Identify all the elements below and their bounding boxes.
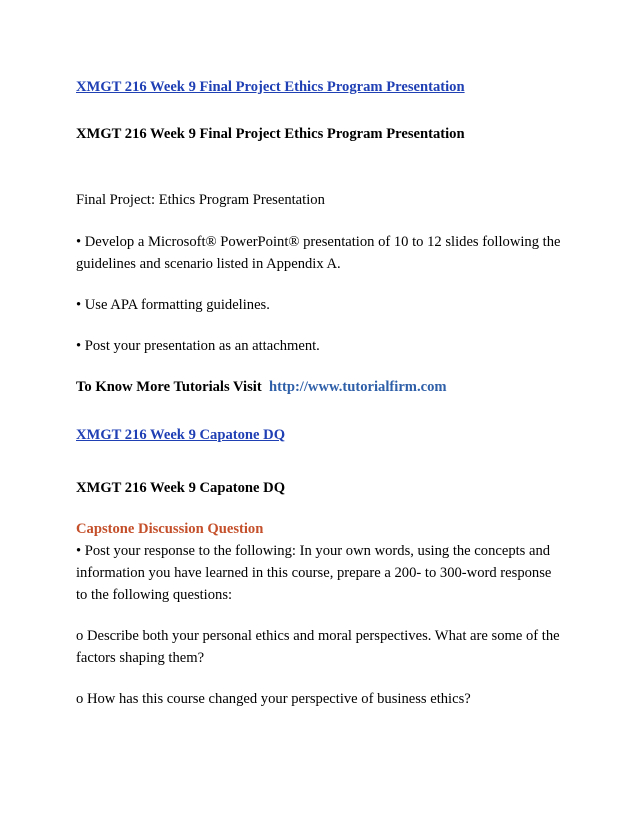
project-intro: Final Project: Ethics Program Presentation: [76, 192, 325, 208]
question-ethics-line2: factors shaping them?: [76, 650, 205, 666]
bullet-attachment: • Post your presentation as an attachment.: [76, 338, 320, 354]
promo-url-link[interactable]: http://www.tutorialfirm.com: [269, 379, 447, 395]
bullet-powerpoint-line1: • Develop a Microsoft® PowerPoint® presentation of 10 to 12 slides following the: [76, 234, 561, 250]
dq-bullet-line1: • Post your response to the following: In your own words, using the concepts and: [76, 543, 551, 559]
dq-bullet-line3: to the following questions:: [76, 587, 233, 603]
dq-title-link[interactable]: XMGT 216 Week 9 Capatone DQ: [76, 427, 286, 443]
capstone-heading: Capstone Discussion Question: [76, 521, 264, 537]
bullet-apa: • Use APA formatting guidelines.: [76, 297, 270, 313]
project-title: XMGT 216 Week 9 Final Project Ethics Program Presentation: [76, 126, 465, 142]
dq-title: XMGT 216 Week 9 Capatone DQ: [76, 480, 286, 496]
bullet-powerpoint-line2: guidelines and scenario listed in Appendix A.: [76, 256, 341, 272]
question-ethics-line1: o Describe both your personal ethics and moral perspectives. What are some of the: [76, 628, 560, 644]
question-course-change: o How has this course changed your perspective of business ethics?: [76, 691, 471, 707]
dq-bullet-line2: information you have learned in this course, prepare a 200- to 300-word response: [76, 565, 552, 581]
promo-label: To Know More Tutorials Visit: [76, 379, 262, 395]
project-title-link[interactable]: XMGT 216 Week 9 Final Project Ethics Program Presentation: [76, 79, 465, 95]
promo-line: [76, 378, 447, 396]
